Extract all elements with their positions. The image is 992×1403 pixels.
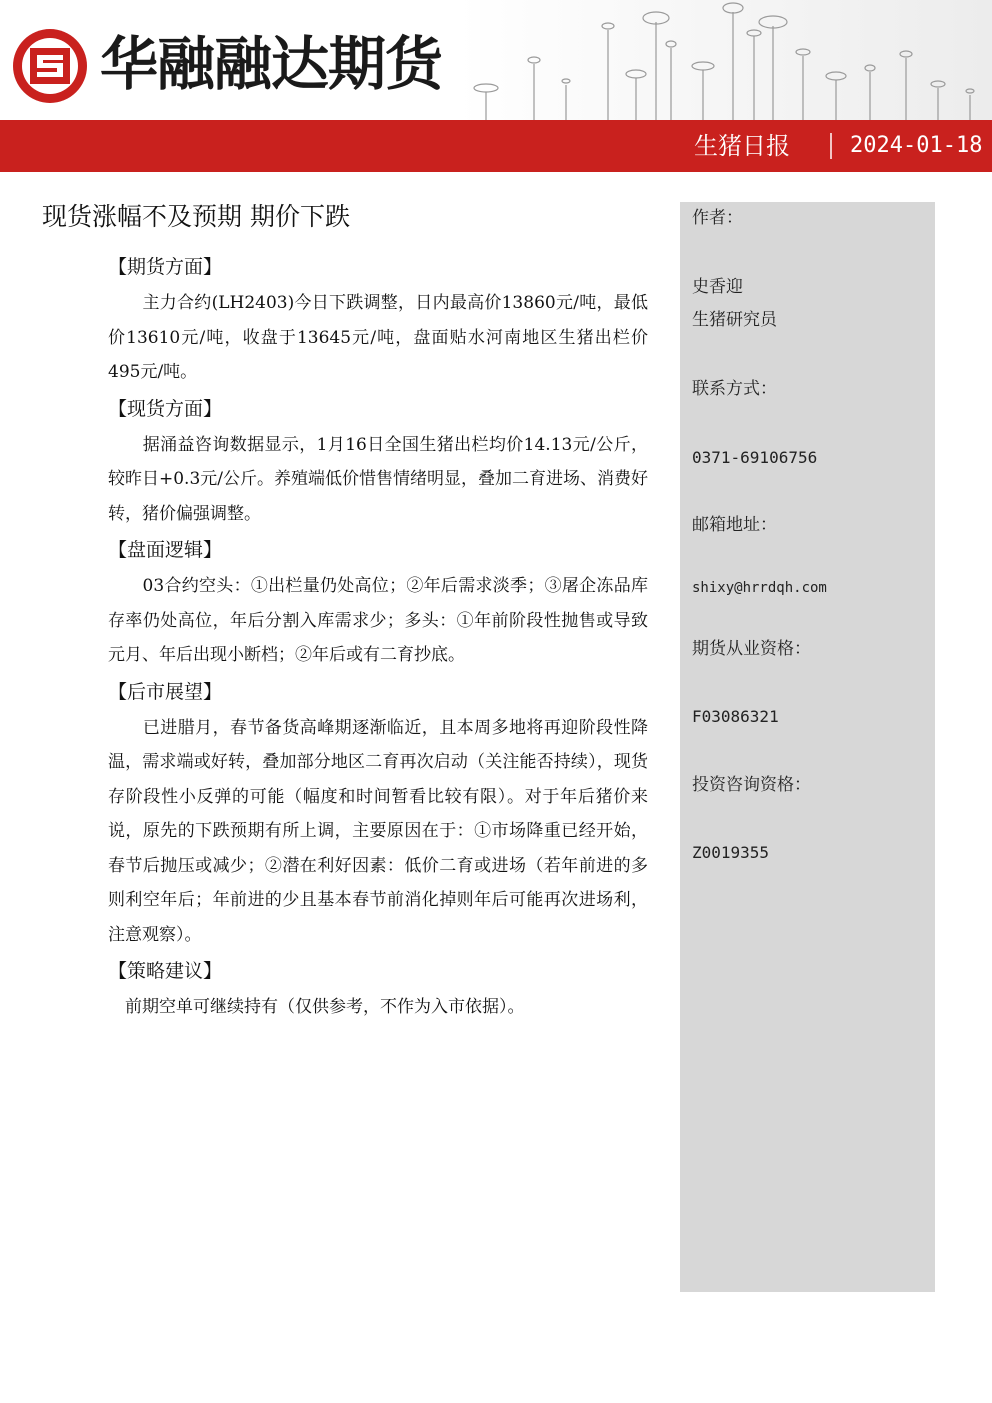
- section-futures: [108, 252, 648, 390]
- company-logo-icon: [10, 26, 90, 106]
- author-name: 史香迎: [692, 277, 743, 297]
- section-heading: 【期货方面】: [108, 256, 223, 278]
- band-divider: [830, 133, 832, 159]
- title-band: [0, 120, 992, 172]
- investment-qualification: Z0019355: [692, 843, 770, 862]
- circle-stems-decoration: [458, 0, 992, 120]
- report-date: 2024-01-18: [850, 133, 983, 158]
- contact-label: 联系方式：: [692, 379, 777, 399]
- email-address[interactable]: shixy@hrrdqh.com: [692, 580, 827, 596]
- section-text: 主力合约(LH2403)今日下跌调整，日内最高价13860元/吨，最低价13610元/吨，收盘于13645元/吨，盘面贴水河南地区生猪出栏价495元/吨。: [108, 293, 648, 382]
- company-name: 华融融达期货: [100, 30, 443, 98]
- section-outlook: [108, 677, 648, 953]
- section-spot: [108, 394, 648, 532]
- author-label: 作者：: [692, 208, 743, 228]
- section-heading: 【后市展望】: [108, 680, 223, 703]
- section-heading: 【现货方面】: [108, 397, 223, 420]
- section-heading: 【盘面逻辑】: [108, 539, 223, 561]
- futures-qualification-label: 期货从业资格：: [692, 639, 811, 659]
- main-content: [108, 252, 648, 1029]
- email-label: 邮箱地址：: [692, 515, 777, 535]
- report-type: 生猪日报: [694, 132, 790, 160]
- author-sidebar: [680, 202, 935, 1292]
- header: [0, 0, 992, 120]
- section-heading: 【策略建议】: [108, 960, 223, 982]
- section-logic: [108, 535, 648, 673]
- section-text: 据涌益咨询数据显示，1月16日全国生猪出栏均价14.13元/公斤，较昨日+0.3元/公斤。养殖端低价惜售情绪明显，叠加二育进场、消费好转，猪价偏强调整。: [108, 434, 649, 524]
- investment-qualification-label: 投资咨询资格：: [692, 775, 811, 795]
- phone-number: 0371-69106756: [692, 448, 818, 467]
- report-title: 现货涨幅不及预期 期价下跌: [42, 202, 350, 231]
- section-text: 已进腊月，春节备货高峰期逐渐临近，且本周多地将再迎阶段性降温，需求端或好转，叠加部分地区二育再次启动（关注能否持续），现货存阶段性小反弹的可能（幅度和时间暂看比较有限）。对于年后猪价来说，原先的下跌预期有所上调，主要原因在于：①市场降重已经开始，春节后抛压或减少；②潜在利好因素：低价二育或进场（若年前进的多则利空年后；年前进的少且基本春节前消化掉则年后可能再次进场利，注意观察）。: [108, 717, 648, 945]
- section-strategy: [108, 956, 648, 1025]
- author-title: 生猪研究员: [692, 310, 777, 330]
- section-text: 03合约空头：①出栏量仍处高位；②年后需求淡季；③屠企冻品库存率仍处高位，年后分割入库需求少；多头：①年前阶段性抛售或导致元月、年后出现小断档；②年后或有二育抄底。: [108, 576, 648, 665]
- futures-qualification: F03086321: [692, 707, 779, 726]
- section-text: 前期空单可继续持有（仅供参考，不作为入市依据）。: [108, 997, 525, 1017]
